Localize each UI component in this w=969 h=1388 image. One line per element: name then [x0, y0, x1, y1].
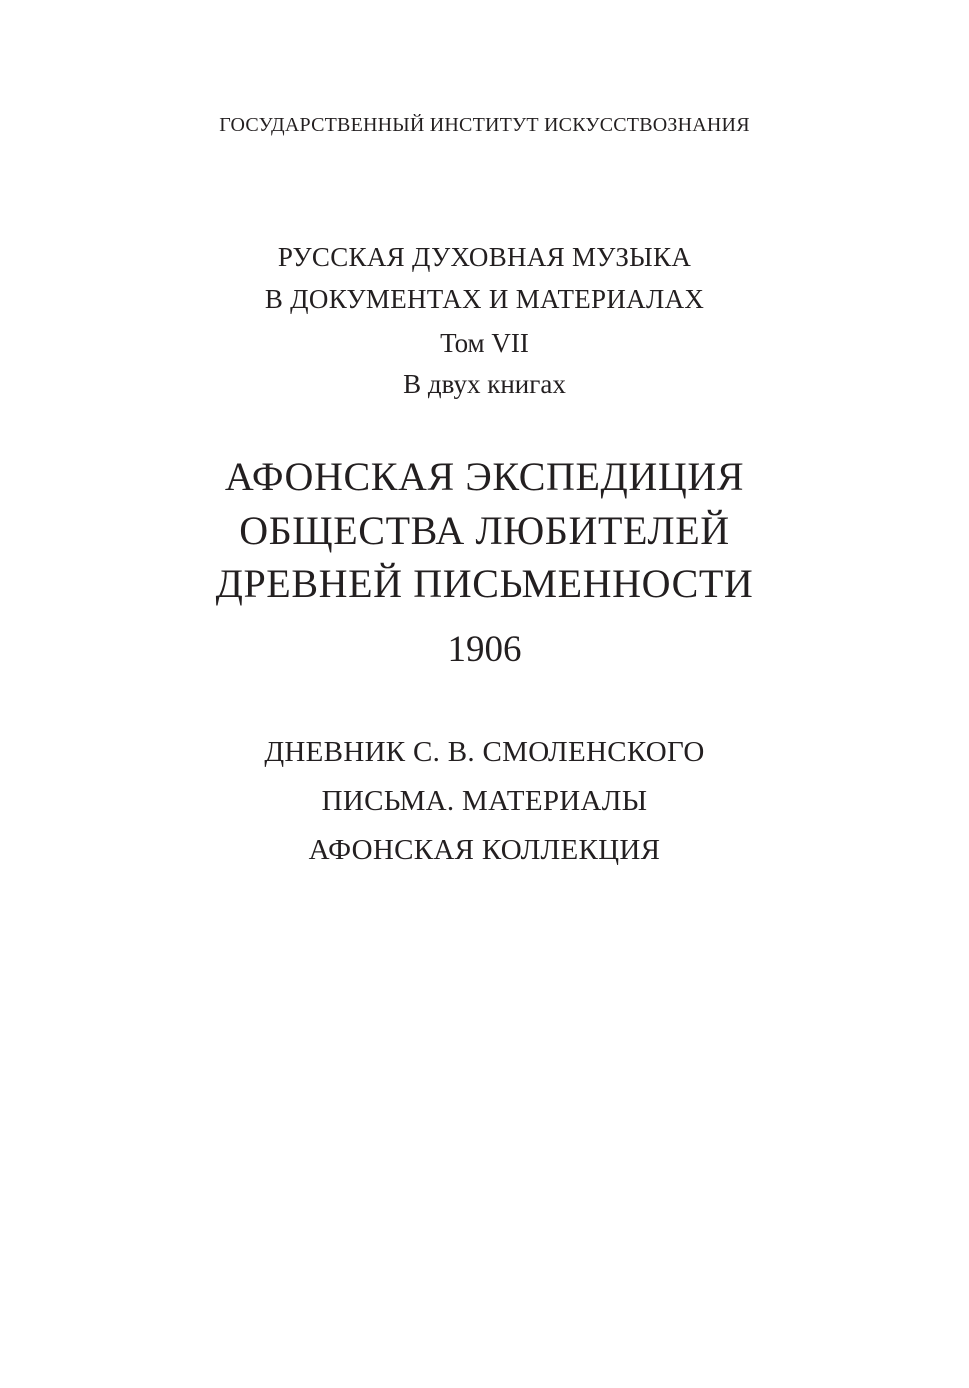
main-title-line-3: ДРЕВНЕЙ ПИСЬМЕННОСТИ [215, 561, 754, 606]
main-title-line-2: ОБЩЕСТВА ЛЮБИТЕЛЕЙ [239, 508, 730, 553]
contents-line-collection: АФОНСКАЯ КОЛЛЕКЦИЯ [308, 834, 661, 866]
expedition-year: 1906 [447, 629, 522, 670]
series-title-line-2: В ДОКУМЕНТАХ И МАТЕРИАЛАХ [264, 284, 705, 314]
contents-line-letters: ПИСЬМА. МАТЕРИАЛЫ [321, 785, 648, 817]
institute-name: ГОСУДАРСТВЕННЫЙ ИНСТИТУТ ИСКУССТВОЗНАНИЯ [219, 114, 750, 136]
volume-number: Том VII [440, 328, 529, 358]
contents-line-diary: ДНЕВНИК С. В. СМОЛЕНСКОГО [264, 736, 705, 768]
books-count: В двух книгах [403, 369, 566, 399]
main-title-line-1: АФОНСКАЯ ЭКСПЕДИЦИЯ [224, 454, 745, 499]
series-title-line-1: РУССКАЯ ДУХОВНАЯ МУЗЫКА [277, 242, 692, 272]
